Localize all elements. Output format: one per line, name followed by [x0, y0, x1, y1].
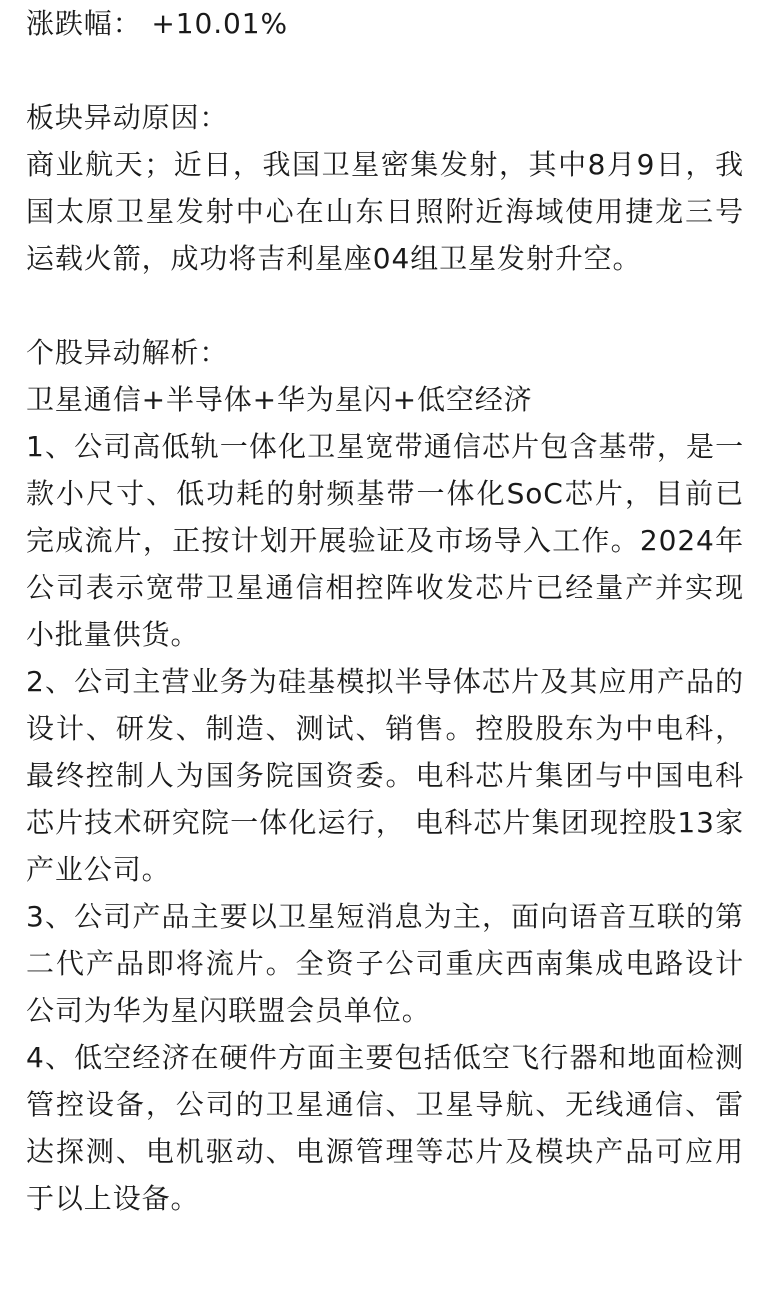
spacer [26, 47, 744, 94]
analysis-point-4: 4、低空经济在硬件方面主要包括低空飞行器和地面检测管控设备，公司的卫星通信、卫星导航、无线通信、雷达探测、电机驱动、电源管理等芯片及模块产品可应用于以上设备。 [26, 1041, 744, 1215]
spacer [26, 282, 744, 329]
analysis-point-2: 2、公司主营业务为硅基模拟半导体芯片及其应用产品的设计、研发、制造、测试、销售。控股股东为中电科，最终控制人为国务院国资委。电科芯片集团与中国电科芯片技术研究院一体化运行， 电科芯片集团现控股13家产业公司。 [26, 665, 744, 886]
analysis-point-1: 1、公司高低轨一体化卫星宽带通信芯片包含基带，是一款小尺寸、低功耗的射频基带一体化SoC芯片，目前已完成流片，正按计划开展验证及市场导入工作。2024年公司表示宽带卫星通信相控阵收发芯片已经量产并实现小批量供货。 [26, 430, 744, 651]
price-change-line [26, 0, 744, 47]
price-change-label: 涨跌幅： [26, 7, 142, 40]
concept-tags: 卫星通信+半导体+华为星闪+低空经济 [26, 383, 533, 416]
article-body [26, 0, 744, 1222]
stock-analysis-heading: 个股异动解析： [26, 336, 229, 369]
sector-reason-text: 商业航天；近日，我国卫星密集发射，其中8月9日，我国太原卫星发射中心在山东日照附近海域使用捷龙三号运载火箭，成功将吉利星座04组卫星发射升空。 [26, 148, 744, 275]
price-change-value: +10.01% [151, 7, 288, 40]
sector-reason-heading: 板块异动原因： [26, 101, 229, 134]
analysis-point-3: 3、公司产品主要以卫星短消息为主，面向语音互联的第二代产品即将流片。全资子公司重庆西南集成电路设计公司为华为星闪联盟会员单位。 [26, 900, 744, 1027]
